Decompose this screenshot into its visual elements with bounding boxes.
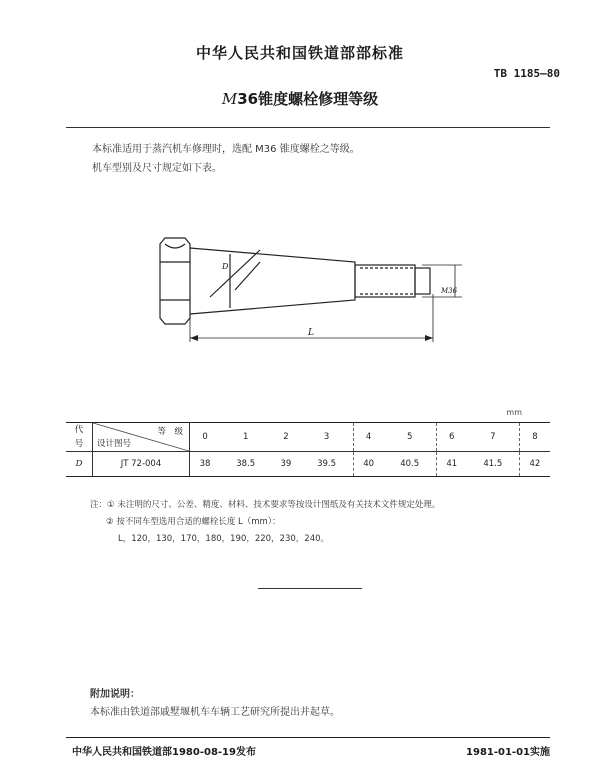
note-2: ② 按不同车型选用合适的螺栓长度 L（mm）： (106, 517, 281, 527)
footer-rule (66, 737, 550, 738)
row-drawing-number: JT 72-004 (93, 452, 190, 477)
title-text: 36锥度螺栓修理等级 (237, 90, 379, 108)
grade-7-value: 41.5 (467, 452, 520, 477)
header-code-top: 代 (74, 425, 84, 435)
standard-code: TB 1185—80 (493, 67, 560, 80)
intro-line-2: 机车型别及尺寸规定如下表。 (92, 163, 222, 174)
grade-3-value: 39.5 (301, 452, 354, 477)
header-drawing-label: 设计图号 (97, 439, 132, 449)
grade-8-value: 42 (519, 452, 550, 477)
header-rule (66, 127, 550, 128)
header-code-bottom: 号 (74, 439, 84, 449)
appendix-text: 本标准由铁道部戚墅堰机车车辆工艺研究所提出并起草。 (90, 707, 340, 718)
grade-table (66, 423, 550, 477)
document-title (0, 88, 600, 109)
grade-5-header: 5 (384, 423, 437, 452)
effective-date: 1981-01-01实施 (466, 747, 550, 758)
dimension-l-label: L (308, 328, 314, 338)
header-diagonal-cell (93, 423, 190, 452)
title-prefix: M (221, 90, 238, 108)
bolt-thread (355, 265, 415, 297)
table-header-row (66, 423, 550, 452)
bolt-drawing (150, 232, 480, 347)
grade-6-value: 41 (436, 452, 467, 477)
issue-date: 中华人民共和国铁道部1980-08-19发布 (72, 747, 256, 758)
grade-4-value: 40 (353, 452, 384, 477)
header-code-cell (66, 423, 93, 452)
issuing-organization: 中华人民共和国铁道部部标准 (195, 44, 404, 62)
grade-8-header: 8 (519, 423, 550, 452)
grade-7-header: 7 (467, 423, 520, 452)
grade-0-value: 38 (190, 452, 221, 477)
intro-line-1: 本标准适用于蒸汽机车修理时，选配 M36 锥度螺栓之等级。 (92, 144, 360, 155)
note-3: L，120，130，170，180，190，220，230，240。 (118, 534, 330, 544)
end-of-content-line (258, 588, 362, 589)
appendix-heading: 附加说明： (90, 689, 140, 700)
dimension-d-label: D (222, 262, 229, 271)
grade-3-header: 3 (301, 423, 354, 452)
grade-4-header: 4 (353, 423, 384, 452)
bolt-head (160, 238, 190, 324)
grade-1-value: 38.5 (220, 452, 271, 477)
grade-5-value: 40.5 (384, 452, 437, 477)
dimension-m36-label: M36 (441, 287, 458, 295)
row-symbol-cell: D (66, 452, 93, 477)
grade-1-header: 1 (220, 423, 271, 452)
grade-6-header: 6 (436, 423, 467, 452)
table-unit: mm (506, 408, 522, 417)
grade-2-value: 39 (271, 452, 300, 477)
header-grade-label: 等 级 (157, 427, 183, 437)
bolt-taper (190, 248, 355, 314)
note-1: 注：① 未注明的尺寸、公差、精度、材料、技术要求等按设计图纸及有关技术文件规定处理。 (90, 500, 441, 510)
grade-2-header: 2 (271, 423, 300, 452)
grade-0-header: 0 (190, 423, 221, 452)
table-row (66, 452, 550, 477)
